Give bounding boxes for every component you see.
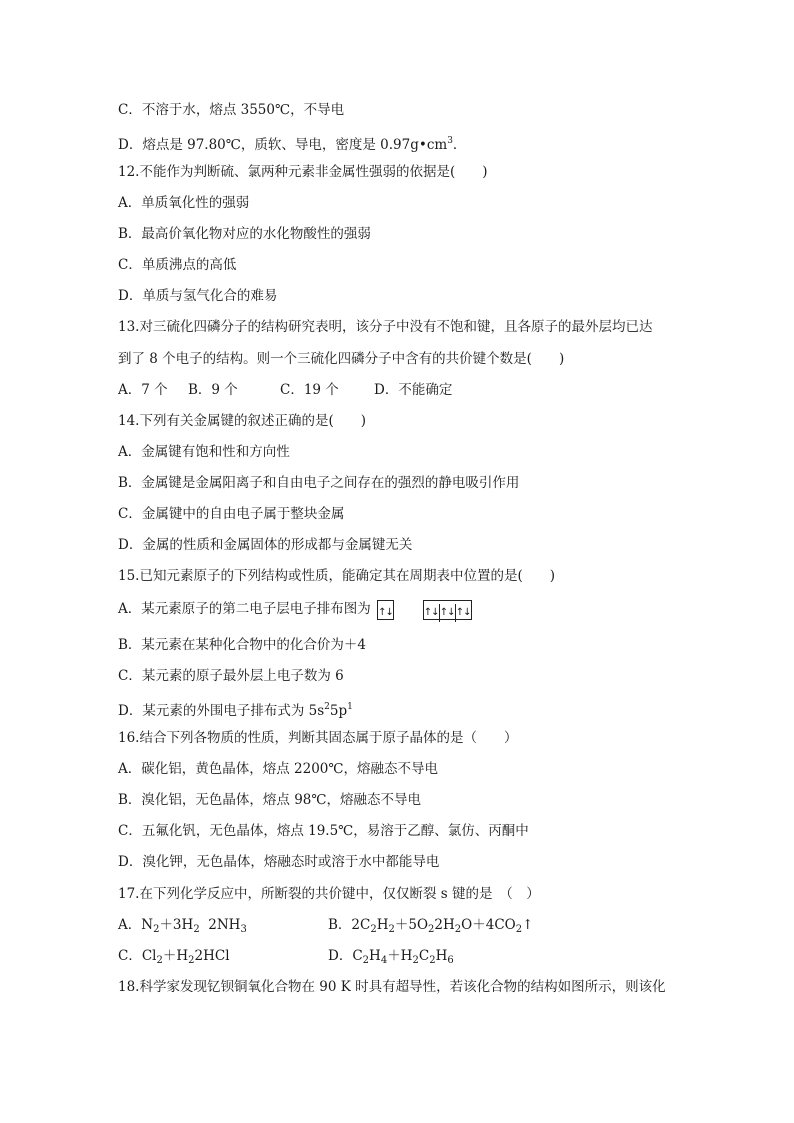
q12-option-d: D．单质与氢气化合的难易 (118, 288, 278, 304)
q13-option-b: B．9 个 (188, 382, 238, 398)
q17-option-a: A．$N_2+3H_2$ $2NH_3$ (118, 917, 247, 935)
q14-option-c: C．金属键中的自由电子属于整块金属 (118, 506, 345, 522)
q16-option-b: B．溴化铝，无色晶体，熔点 98℃，熔融态不导电 (118, 792, 421, 808)
q17-options-cd (118, 946, 454, 971)
q13-option-a: A．7 个 (118, 382, 168, 398)
orbital-box-2p (423, 600, 472, 620)
orbital-box-2s (377, 600, 394, 620)
q11-option-c: C．不溶于水，熔点 3550℃，不导电 (118, 102, 345, 118)
q12-option-c: C．单质沸点的高低 (118, 257, 237, 273)
q14-option-d: D．金属的性质和金属固体的形成都与金属键无关 (118, 537, 413, 553)
q17-options-ab (118, 915, 533, 940)
q12-option-b: B．最高价氧化物对应的水化物酸性的强弱 (118, 226, 371, 242)
q11-option-d: D．熔点是 97.80℃，质软、导电，密度是 $0.97g•cm^3$． (118, 136, 467, 153)
q13-option-c: C．19 个 (280, 382, 339, 398)
q16-option-d: D．溴化钾，无色晶体，熔融态时或溶于水中都能导电 (118, 854, 440, 870)
q13-stem-line2: 到了 8 个电子的结构。则一个三硫化四磷分子中含有的共价键个数是( ) (118, 351, 565, 367)
q15-option-a: A．某元素原子的第二电子层电子排布图为 ↑↓ ↑↓↑↓↑↓ (118, 599, 472, 620)
q15-option-c: C．某元素的原子最外层上电子数为 6 (118, 668, 344, 684)
q12-option-a: A．单质氧化性的强弱 (118, 195, 250, 211)
q14-stem: 14.下列有关金属键的叙述正确的是( ) (118, 413, 367, 429)
q14-option-b: B．金属键是金属阳离子和自由电子之间存在的强烈的静电吸引作用 (118, 475, 520, 491)
q17-option-d: D．$C_2H_4+H_2C_2H_6$ (328, 948, 454, 966)
q13-stem-line1: 13.对三硫化四磷分子的结构研究表明，该分子中没有不饱和键，且各原子的最外层均已达 (118, 319, 653, 335)
q17-stem: 17.在下列化学反应中，所断裂的共价键中，仅仅断裂 s 键的是 （ ） (118, 886, 540, 902)
q13-options (118, 380, 452, 400)
q12-stem: 12.不能作为判断硫、氯两种元素非金属性强弱的依据是( ) (118, 164, 488, 180)
q18-stem: 18.科学家发现钇钡铜氧化合物在 90 K 时具有超导性，若该化合物的结构如图所示，则该化 (118, 979, 666, 995)
q16-option-c: C．五氟化钒，无色晶体，熔点 19.5℃，易溶于乙醇、氯仿、丙酮中 (118, 823, 529, 839)
q15-option-d: D．某元素的外围电子排布式为 $5s^25p^1$ (118, 702, 353, 719)
orbital-cell: ↑↓ (455, 606, 471, 618)
q17-option-b: B．$2C_2H_2+5O_22H_2O+4CO_2↑$ (328, 917, 534, 935)
q15-stem: 15.已知元素原子的下列结构或性质，能确定其在周期表中位置的是( ) (118, 568, 556, 584)
q16-stem: 16.结合下列各物质的性质，判断其固态属于原子晶体的是（ ） (118, 730, 518, 746)
q13-option-d: D．不能确定 (374, 382, 453, 398)
q15-option-b: B．某元素在某种化合物中的化合价为＋4 (118, 637, 367, 653)
q17-option-c: C．$Cl_2+H_22HCl$ (118, 948, 230, 966)
orbital-cell: ↑↓ (424, 604, 440, 622)
q14-option-a: A．金属键有饱和性和方向性 (118, 444, 290, 460)
orbital-cell: ↑↓ (378, 606, 393, 618)
q16-option-a: A．碳化铝，黄色晶体，熔点 2200℃，熔融态不导电 (118, 761, 438, 777)
orbital-cell: ↑↓ (440, 604, 456, 622)
